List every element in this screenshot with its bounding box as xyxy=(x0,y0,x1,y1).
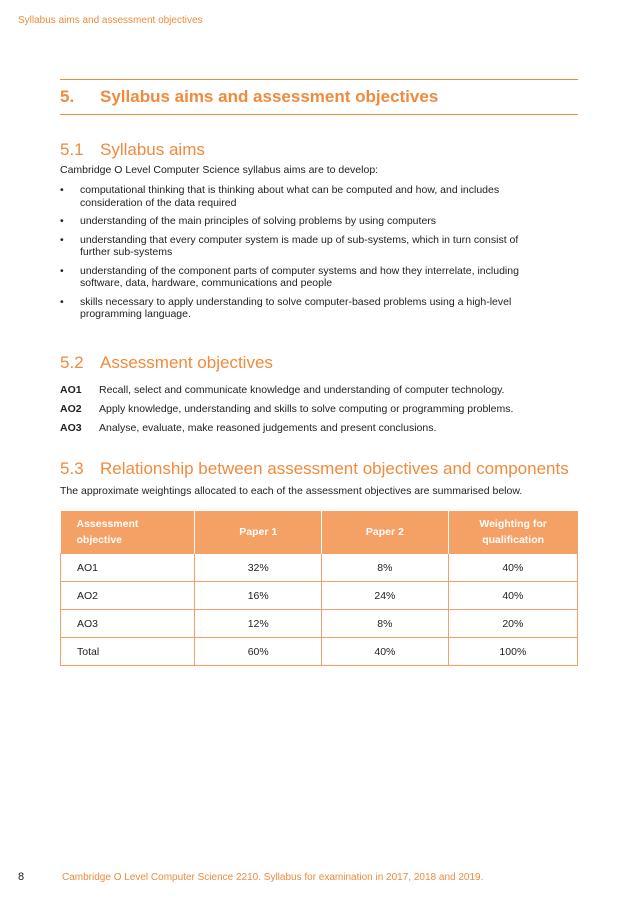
aims-heading xyxy=(60,140,205,160)
table-cell: 16% xyxy=(195,582,322,610)
objectives-number: 5.2 xyxy=(60,353,84,372)
footer-text: Cambridge O Level Computer Science 2210. Syllabus for examination in 2017, 2018 and 2019. xyxy=(62,872,484,883)
page-number: 8 xyxy=(18,871,25,883)
bullet-icon: • xyxy=(60,215,64,227)
column-header-weighting: Weighting for qualification xyxy=(448,511,577,554)
column-header-paper-2: Paper 2 xyxy=(322,511,449,554)
objective-code: AO2 xyxy=(60,402,82,415)
table-row xyxy=(61,638,578,666)
column-header-paper-1: Paper 1 xyxy=(195,511,322,554)
objective-row xyxy=(60,380,580,399)
list-item xyxy=(60,184,540,209)
weightings-table xyxy=(60,511,578,666)
table-cell: 8% xyxy=(322,554,449,582)
relationship-number: 5.3 xyxy=(60,459,84,478)
table-cell: 40% xyxy=(322,638,449,666)
list-item-text: understanding that every computer system is made up of sub-systems, which in turn consist of further sub-systems xyxy=(80,233,519,258)
list-item-text: skills necessary to apply understanding to solve computer-based problems using a high-level programming language. xyxy=(80,295,512,320)
table-header-row xyxy=(61,511,578,554)
objective-code: AO3 xyxy=(60,421,82,434)
table-cell: AO1 xyxy=(61,554,195,582)
table-cell: 8% xyxy=(322,610,449,638)
section-title-text: Syllabus aims and assessment objectives xyxy=(100,87,439,106)
objective-text: Apply knowledge, understanding and skills to solve computing or programming problems. xyxy=(99,402,514,415)
running-header: Syllabus aims and assessment objectives xyxy=(18,15,203,26)
aims-list xyxy=(60,184,540,327)
objective-row xyxy=(60,418,580,437)
table-cell: 100% xyxy=(448,638,577,666)
objectives-title: Assessment objectives xyxy=(100,353,273,372)
list-item xyxy=(60,234,540,259)
list-item-text: computational thinking that is thinking about what can be computed and how, and includes consideration of the data required xyxy=(80,184,500,209)
section-title xyxy=(60,87,438,107)
section-number: 5. xyxy=(60,87,75,106)
bullet-icon: • xyxy=(60,264,64,277)
table-cell: AO2 xyxy=(61,582,195,610)
relationship-title: Relationship between assessment objectives and components xyxy=(100,459,569,478)
list-item xyxy=(60,215,540,228)
table-cell: 20% xyxy=(448,610,577,638)
column-header-assessment-objective: Assessment objective xyxy=(61,511,195,554)
objective-row xyxy=(60,399,580,418)
relationship-intro: The approximate weightings allocated to each of the assessment objectives are summarised below. xyxy=(60,485,523,497)
list-item-text: understanding of the main principles of solving problems by using computers xyxy=(80,215,437,227)
table-row xyxy=(61,554,578,582)
table-cell: 24% xyxy=(322,582,449,610)
section-top-rule xyxy=(60,79,578,80)
aims-number: 5.1 xyxy=(60,140,84,159)
table-cell: 32% xyxy=(195,554,322,582)
list-item xyxy=(60,265,540,290)
table-row xyxy=(61,582,578,610)
aims-title: Syllabus aims xyxy=(100,140,205,159)
objectives-list xyxy=(60,380,580,437)
list-item-text: understanding of the component parts of computer systems and how they interrelate, including software, data, hardware, communications and people xyxy=(80,264,519,289)
objective-text: Analyse, evaluate, make reasoned judgements and present conclusions. xyxy=(99,421,437,434)
relationship-heading xyxy=(60,459,569,479)
list-item xyxy=(60,296,540,321)
table-row xyxy=(61,610,578,638)
table-cell: Total xyxy=(61,638,195,666)
section-bottom-rule xyxy=(60,114,578,115)
table-cell: 40% xyxy=(448,554,577,582)
bullet-icon: • xyxy=(60,295,64,308)
table-cell: AO3 xyxy=(61,610,195,638)
objective-code: AO1 xyxy=(60,383,82,396)
objective-text: Recall, select and communicate knowledge and understanding of computer technology. xyxy=(99,383,505,396)
bullet-icon: • xyxy=(60,184,64,196)
table-cell: 60% xyxy=(195,638,322,666)
objectives-heading xyxy=(60,353,273,373)
table-cell: 12% xyxy=(195,610,322,638)
bullet-icon: • xyxy=(60,233,64,246)
table-cell: 40% xyxy=(448,582,577,610)
aims-intro: Cambridge O Level Computer Science syllabus aims are to develop: xyxy=(60,164,379,176)
